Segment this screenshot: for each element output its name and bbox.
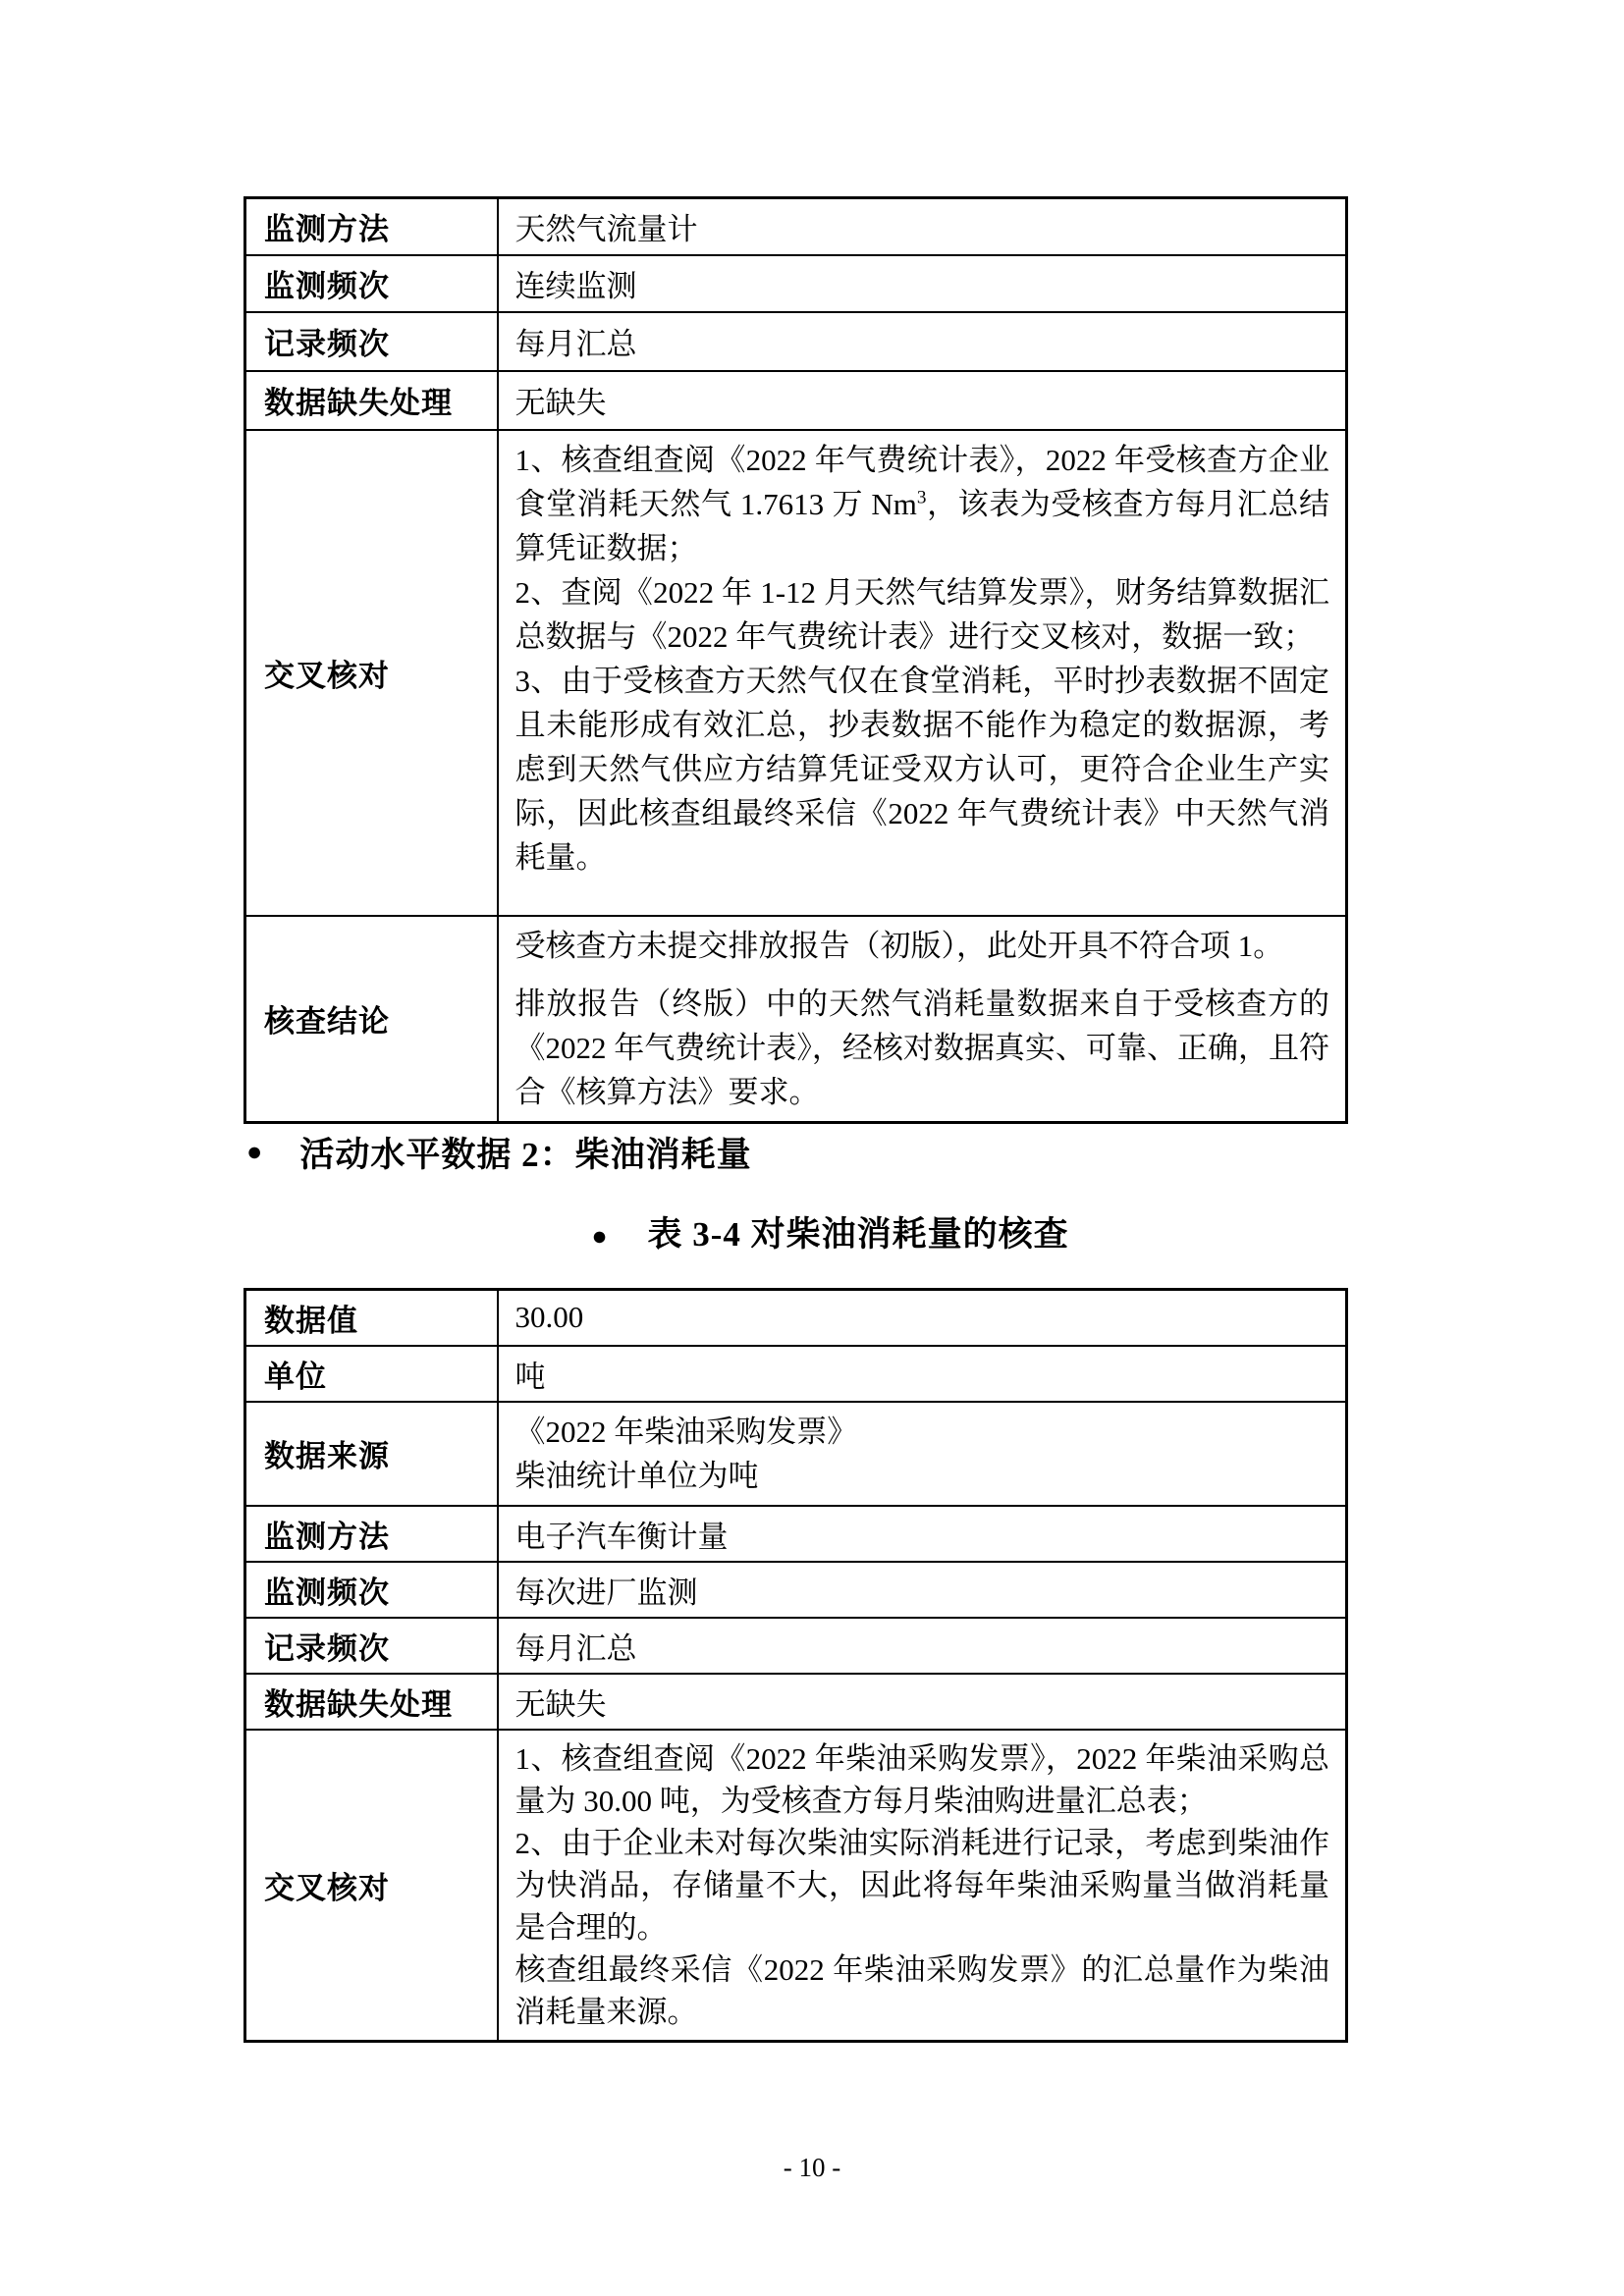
section-heading: [246, 1128, 752, 1177]
table-row: [245, 1346, 1347, 1402]
table-row: [245, 1506, 1347, 1562]
conclusion-paragraph-1: 受核查方未提交排放报告（初版），此处开具不符合项 1。: [514, 928, 1284, 963]
row-value: 30.00: [498, 1290, 1347, 1346]
cross-check-paragraph-1: 1、核查组查阅《2022 年气费统计表》，2022 年受核查方企业食堂消耗天然气 1.7613 万 Nm$^3$，该表为受核查方每月汇总结算凭证数据；: [514, 442, 1330, 565]
page-number: - 10 -: [783, 2153, 841, 2182]
table-row: [245, 312, 1347, 371]
row-label: 数据缺失处理: [245, 1674, 498, 1730]
row-label: 交叉核对: [245, 1730, 498, 2042]
row-value: [498, 430, 1347, 916]
row-label: 数据缺失处理: [245, 371, 498, 430]
row-value: 天然气流量计: [498, 198, 1347, 255]
data-source-line-2: 柴油统计单位为吨: [514, 1458, 759, 1493]
data-source-line-1: 《2022 年柴油采购发票》: [514, 1414, 858, 1449]
row-label: 核查结论: [245, 916, 498, 1123]
table-row-conclusion: [245, 916, 1347, 1123]
row-value: 连续监测: [498, 255, 1347, 312]
row-label: 监测频次: [245, 255, 498, 312]
table-caption-text: 表 3-4 对柴油消耗量的核查: [647, 1215, 1069, 1254]
superscript-3: 3: [916, 487, 927, 508]
table-row: [245, 1290, 1347, 1346]
table-row-data-source: [245, 1402, 1347, 1506]
row-value: 吨: [498, 1346, 1347, 1402]
table-row: [245, 1618, 1347, 1674]
row-value: [498, 1402, 1347, 1506]
cross-check-paragraph-2: 2、查阅《2022 年 1-12 月天然气结算发票》，财务结算数据汇总数据与《2022 年气费统计表》进行交叉核对，数据一致；: [514, 574, 1329, 654]
section-heading-text: 活动水平数据 2：柴油消耗量: [299, 1136, 752, 1174]
row-value: 每月汇总: [498, 1618, 1347, 1674]
bullet-icon: ●: [591, 1221, 609, 1251]
row-value: 电子汽车衡计量: [498, 1506, 1347, 1562]
row-value: 每次进厂监测: [498, 1562, 1347, 1618]
row-label: 监测频次: [245, 1562, 498, 1618]
row-label: 数据来源: [245, 1402, 498, 1506]
cross-check-paragraph-1: 1、核查组查阅《2022 年柴油采购发票》，2022 年柴油采购总量为 30.00 吨，为受核查方每月柴油购进量汇总表；: [514, 1740, 1329, 1818]
table-row: [245, 371, 1347, 430]
table-row: [245, 255, 1347, 312]
row-label: 监测方法: [245, 1506, 498, 1562]
row-label: 记录频次: [245, 312, 498, 371]
row-label: 监测方法: [245, 198, 498, 255]
table-row-cross-check: [245, 430, 1347, 916]
conclusion-paragraph-2: 排放报告（终版）中的天然气消耗量数据来自于受核查方的《2022 年气费统计表》，经核对数据真实、可靠、正确，且符合《核算方法》要求。: [514, 986, 1329, 1109]
cross-check-paragraph-3: 3、由于受核查方天然气仅在食堂消耗，平时抄表数据不固定且未能形成有效汇总，抄表数据不能作为稳定的数据源，考虑到天然气供应方结算凭证受双方认可，更符合企业生产实际，因此核查组最终采信《2022 年气费统计表》中天然气消耗量。: [514, 663, 1329, 875]
row-value: [498, 1730, 1347, 2042]
table-row: [245, 1674, 1347, 1730]
bullet-icon: ●: [246, 1136, 264, 1166]
row-value: 无缺失: [498, 371, 1347, 430]
row-value: 每月汇总: [498, 312, 1347, 371]
table-row: [245, 198, 1347, 255]
natural-gas-verification-table: [244, 196, 1348, 1124]
table-row-cross-check: [245, 1730, 1347, 2042]
cross-check-paragraph-2: 2、由于企业未对每次柴油实际消耗进行记录，考虑到柴油作为快消品，存储量不大，因此将每年柴油采购量当做消耗量是合理的。: [514, 1825, 1329, 1945]
table-caption: [244, 1207, 1348, 1256]
row-label: 记录频次: [245, 1618, 498, 1674]
diesel-verification-table: [244, 1288, 1348, 2043]
cross-check-paragraph-3: 核查组最终采信《2022 年柴油采购发票》的汇总量作为柴油消耗量来源。: [514, 1951, 1329, 2029]
row-label: 交叉核对: [245, 430, 498, 916]
table-row: [245, 1562, 1347, 1618]
row-value: 无缺失: [498, 1674, 1347, 1730]
row-value: [498, 916, 1347, 1123]
row-label: 单位: [245, 1346, 498, 1402]
row-label: 数据值: [245, 1290, 498, 1346]
